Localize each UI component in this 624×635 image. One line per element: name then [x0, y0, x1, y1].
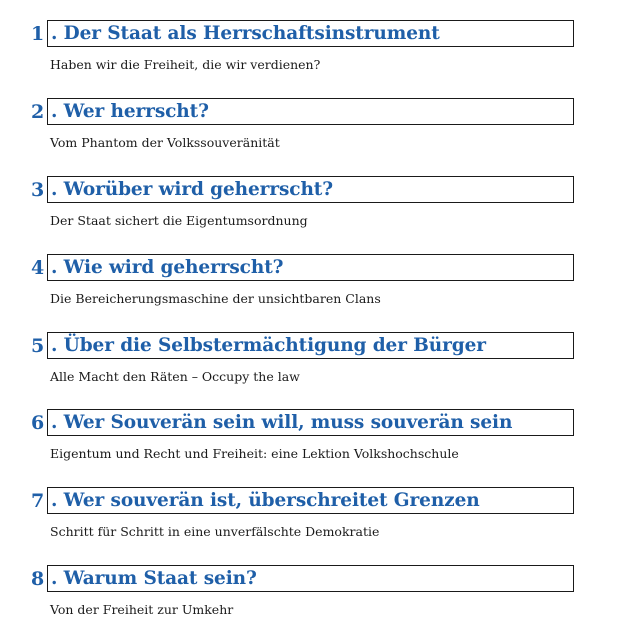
chapter-subtitle: Vom Phantom der Volkssouveränität	[50, 135, 280, 150]
chapter-title-box	[47, 487, 574, 514]
chapter-subtitle: Von der Freiheit zur Umkehr	[50, 602, 234, 617]
toc-entry	[0, 409, 624, 479]
toc-entry	[0, 332, 624, 402]
chapter-subtitle: Die Bereicherungsmaschine der unsichtbaren Clans	[50, 291, 381, 306]
chapter-number: 2	[31, 101, 45, 123]
chapter-subtitle: Der Staat sichert die Eigentumsordnung	[50, 213, 308, 228]
toc-entry	[0, 20, 624, 90]
toc-entry	[0, 565, 624, 635]
chapter-subtitle: Alle Macht den Räten – Occupy the law	[50, 369, 300, 384]
chapter-title: . Warum Staat sein?	[51, 568, 257, 589]
chapter-number: 4	[31, 257, 45, 279]
chapter-title: . Wie wird geherrscht?	[51, 257, 284, 278]
chapter-number: 6	[31, 412, 45, 434]
chapter-number: 8	[31, 568, 45, 590]
chapter-number: 3	[31, 179, 45, 201]
toc-entry	[0, 487, 624, 557]
chapter-title: . Über die Selbstermächtigung der Bürger	[51, 335, 486, 356]
toc-entry	[0, 176, 624, 246]
chapter-number: 7	[31, 490, 45, 512]
chapter-title-box	[47, 254, 574, 281]
chapter-title-box	[47, 565, 574, 592]
chapter-title: . Wer herrscht?	[51, 101, 209, 122]
chapter-subtitle: Schritt für Schritt in eine unverfälschte Demokratie	[50, 524, 380, 539]
chapter-title: . Der Staat als Herrschaftsinstrument	[51, 23, 440, 44]
chapter-title: . Wer Souverän sein will, muss souverän sein	[51, 412, 513, 433]
chapter-number: 1	[31, 23, 45, 45]
chapter-title-box	[47, 409, 574, 436]
chapter-title: . Worüber wird geherrscht?	[51, 179, 333, 200]
toc-entry	[0, 98, 624, 168]
chapter-number: 5	[31, 335, 45, 357]
chapter-title-box	[47, 20, 574, 47]
chapter-title: . Wer souverän ist, überschreitet Grenzen	[51, 490, 480, 511]
chapter-title-box	[47, 176, 574, 203]
chapter-subtitle: Haben wir die Freiheit, die wir verdienen?	[50, 57, 321, 72]
toc-entry	[0, 254, 624, 324]
chapter-title-box	[47, 98, 574, 125]
chapter-subtitle: Eigentum und Recht und Freiheit: eine Lektion Volkshochschule	[50, 446, 459, 461]
chapter-title-box	[47, 332, 574, 359]
